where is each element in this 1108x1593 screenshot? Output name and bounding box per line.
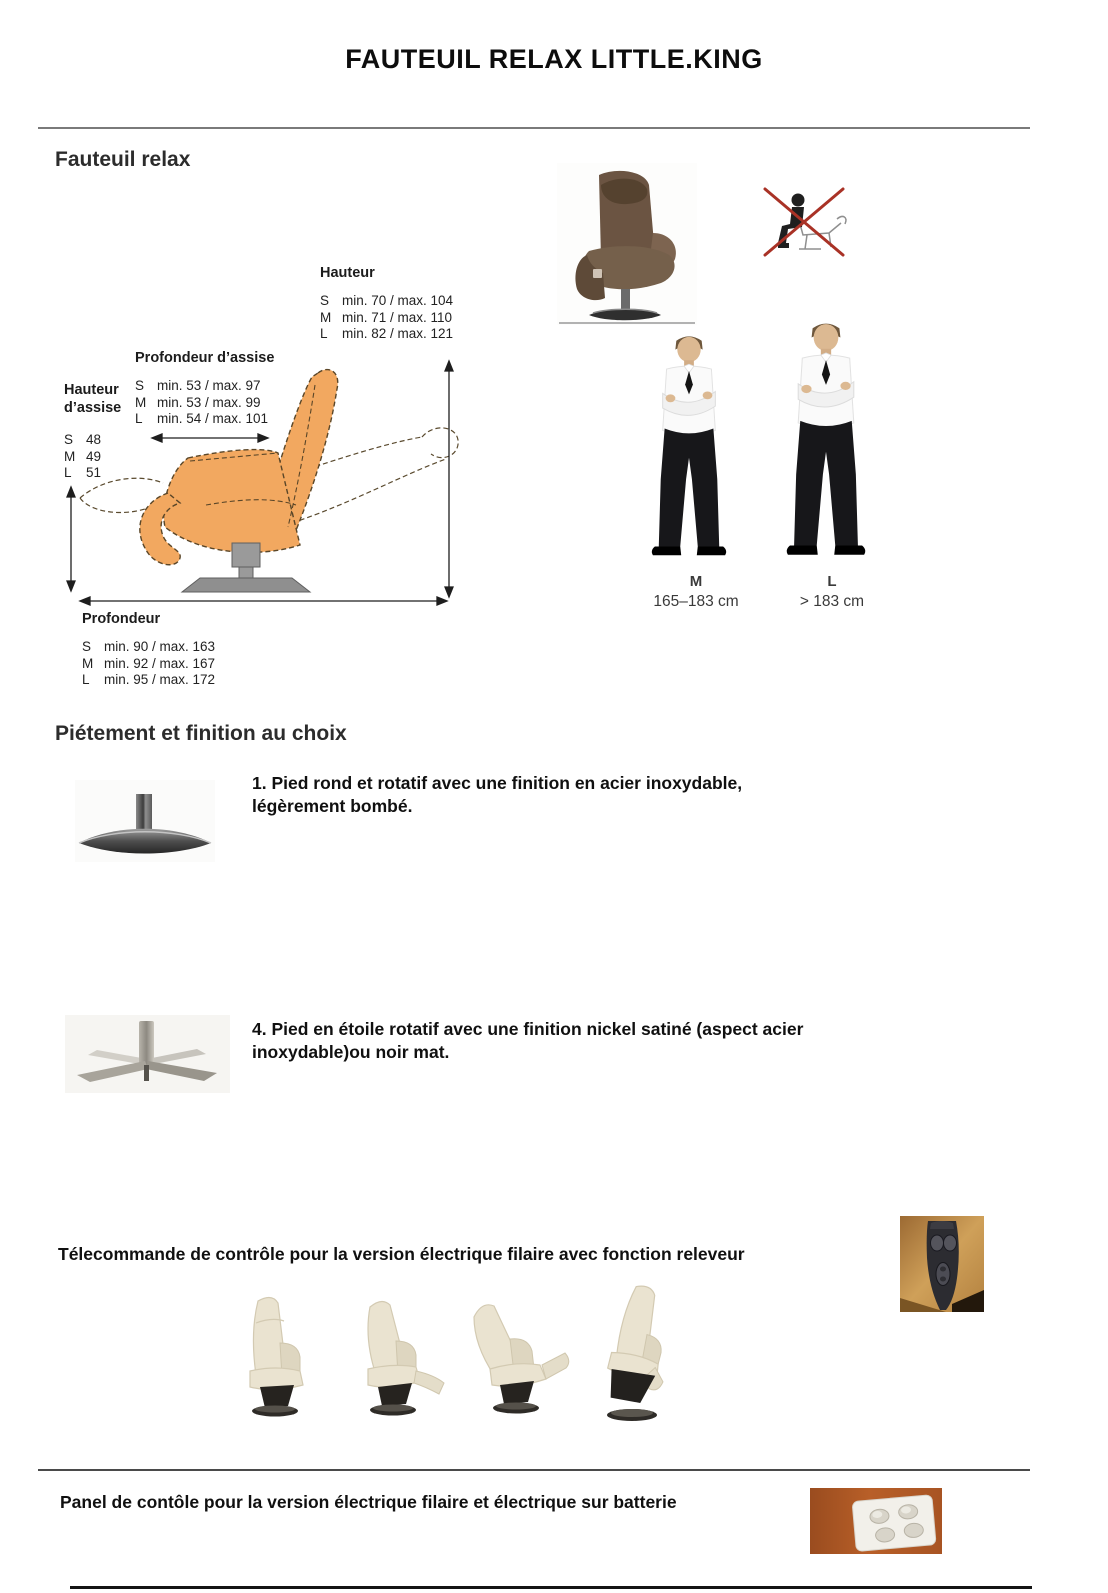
spec-row: S min. 70 / max. 104 [320, 293, 454, 308]
spec-row: L 51 [64, 465, 102, 480]
pietement-option-4: 4. Pied en étoile rotatif avec une finition nickel satiné (aspect acier inoxydable)ou noir mat. [252, 1019, 804, 1063]
man-silhouette-l [781, 320, 871, 565]
control-panel-photo [810, 1488, 942, 1554]
profondeur-spec [82, 610, 215, 689]
spec-row: S min. 90 / max. 163 [82, 639, 216, 654]
chair-dimension-diagram [60, 355, 470, 610]
chair-positions-strip [210, 1283, 690, 1427]
profondeur-label: Profondeur [82, 611, 161, 627]
chair-position-footrest-out [330, 1283, 450, 1427]
divider-line-panel-section [38, 1469, 1030, 1471]
hauteur-assise-label: Hauteur d’assise [64, 382, 122, 416]
spec-row: S 48 [64, 432, 102, 447]
person-size-m [636, 572, 756, 612]
divider-line-top [38, 127, 1030, 129]
telecommande-caption: Télecommande de contrôle pour la version électrique filaire avec fonction releveur [58, 1244, 745, 1264]
profondeur-assise-label: Profondeur d’assise [135, 350, 275, 366]
spec-row: M 49 [64, 448, 102, 464]
chair-position-reclined [450, 1283, 570, 1427]
hauteur-label: Hauteur [320, 265, 375, 281]
chair-position-lift [570, 1283, 690, 1427]
profondeur-rows [82, 639, 215, 689]
person-size-m-range: 165–183 cm [653, 593, 739, 610]
no-sitting-crossed-icon [757, 183, 849, 263]
spec-row: S min. 53 / max. 97 [135, 378, 261, 393]
section-heading-pietement: Piétement et finition au choix [55, 722, 347, 745]
man-silhouette-m [647, 333, 731, 565]
round-base-photo [75, 780, 215, 862]
hauteur-rows [320, 293, 453, 343]
person-size-l-letter: L [827, 573, 837, 590]
spec-row: L min. 95 / max. 172 [82, 672, 216, 687]
panel-caption: Panel de contôle pour la version électrique filaire et électrique sur batterie [60, 1492, 677, 1512]
star-base-photo [65, 1015, 230, 1093]
spec-row: L min. 54 / max. 101 [135, 411, 269, 426]
spec-row: M min. 92 / max. 167 [82, 655, 216, 671]
recliner-photo [557, 163, 697, 325]
pietement-option-1: 1. Pied rond et rotatif avec une finition en acier inoxydable, légèrement bombé. [252, 773, 743, 817]
person-size-l-range: > 183 cm [799, 593, 865, 610]
section-heading-fauteuil: Fauteuil relax [55, 148, 191, 171]
person-size-l [772, 572, 892, 612]
chair-position-upright [210, 1283, 330, 1427]
spec-row: M min. 53 / max. 99 [135, 394, 261, 410]
remote-control-photo [900, 1216, 984, 1312]
page-bottom-line [70, 1586, 1032, 1589]
person-size-m-letter: M [689, 573, 703, 590]
hauteur-spec [320, 264, 453, 343]
spec-row: L min. 82 / max. 121 [320, 326, 454, 341]
spec-row: M min. 71 / max. 110 [320, 309, 453, 325]
page-title: FAUTEUIL RELAX LITTLE.KING [345, 44, 763, 74]
